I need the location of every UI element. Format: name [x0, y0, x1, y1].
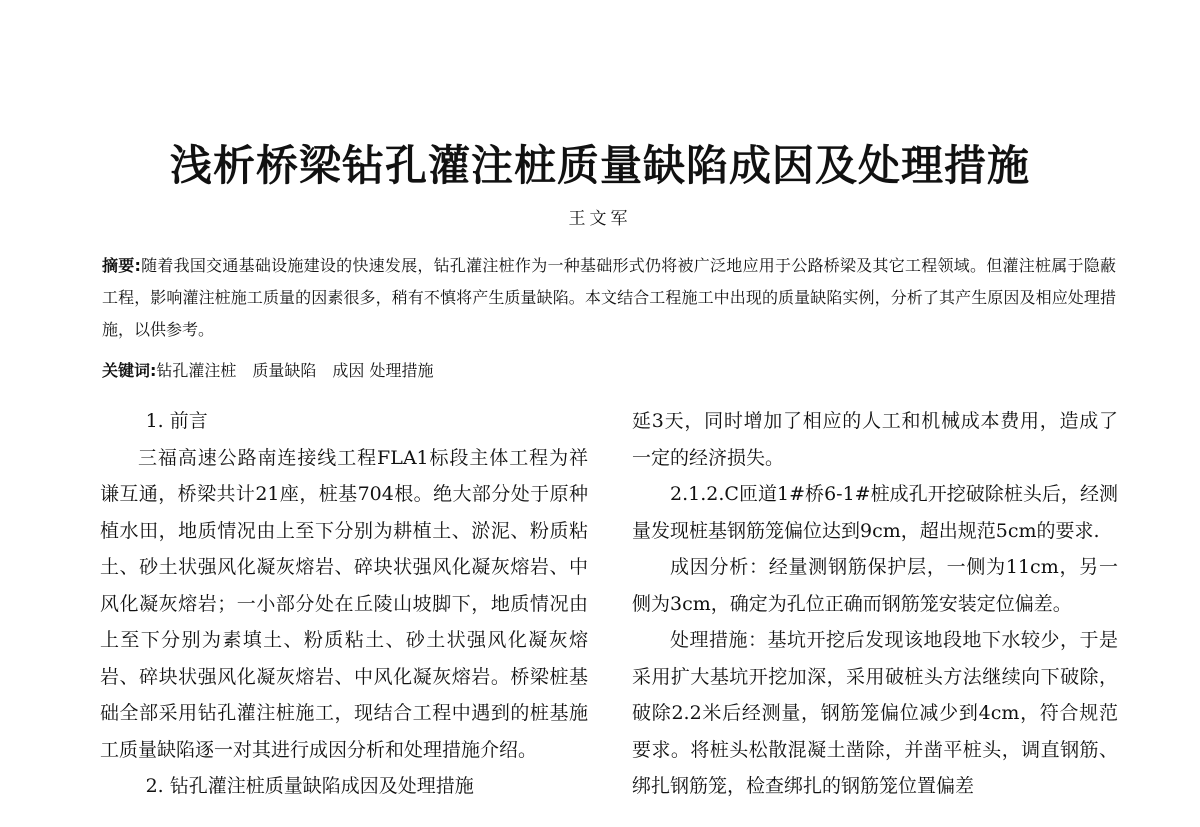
section-1-heading: 1. 前言 [145, 410, 208, 432]
right-paragraph-1: 延3天，同时增加了相应的人工和机械成本费用，造成了一定的经济损失。 [632, 410, 1118, 469]
section-1-paragraph: 三福高速公路南连接线工程FLA1标段主体工程为祥谦互通，桥梁共计21座，桩基704根。绝大部分处于原种植水田，地质情况由上至下分别为耕植土、淤泥、粉质粘土、砂土状强风化凝灰熔岩、碎块状强风化凝灰熔岩、中风化凝灰熔岩；一小部分处在丘陵山坡脚下，地质情况由上至下分别为素填土、粉质粘土、砂土状强风化凝灰熔岩、碎块状强风化凝灰熔岩、中风化凝灰熔岩。桥梁桩基础全部采用钻孔灌注桩施工，现结合工程中遇到的桩基施工质量缺陷逐一对其进行成因分析和处理措施介绍。 [100, 446, 588, 761]
paper-title: 浅析桥梁钻孔灌注桩质量缺陷成因及处理措施 [169, 141, 1030, 190]
right-column [632, 403, 1118, 805]
left-column [100, 403, 588, 805]
keywords-text: 钻孔灌注桩 质量缺陷 成因 处理措施 [156, 361, 434, 380]
right-paragraph-3: 成因分析：经量测钢筋保护层，一侧为11cm，另一侧为3cm，确定为孔位正确而钢筋笼安装定位偏差。 [632, 556, 1118, 615]
abstract-text: 随着我国交通基础设施建设的快速发展，钻孔灌注桩作为一种基础形式仍将被广泛地应用于公路桥梁及其它工程领域。但灌注桩属于隐蔽工程，影响灌注桩施工质量的因素很多，稍有不慎将产生质量缺陷。本文结合工程施工中出现的质量缺陷实例，分析了其产生原因及相应处理措施，以供参考。 [102, 256, 1116, 339]
keywords-label: 关键词: [102, 361, 157, 380]
abstract-label: 摘要: [102, 256, 141, 275]
right-paragraph-4: 处理措施：基坑开挖后发现该地段地下水较少，于是采用扩大基坑开挖加深，采用破桩头方法继续向下破除，破除2.2米后经测量，钢筋笼偏位减少到4cm，符合规范要求。将桩头松散混凝土凿除，并凿平桩头，调直钢筋、绑扎钢筋笼，检查绑扎的钢筋笼位置偏差 [632, 629, 1118, 797]
right-paragraph-2: 2.1.2.C匝道1#桥6-1#桩成孔开挖破除桩头后，经测量发现桩基钢筋笼偏位达到9cm，超出规范5cm的要求. [632, 483, 1118, 542]
abstract [102, 250, 1116, 346]
section-2-heading: 2. 钻孔灌注桩质量缺陷成因及处理措施 [145, 775, 474, 797]
keywords [102, 356, 1116, 386]
author-name: 王文军 [568, 209, 632, 229]
